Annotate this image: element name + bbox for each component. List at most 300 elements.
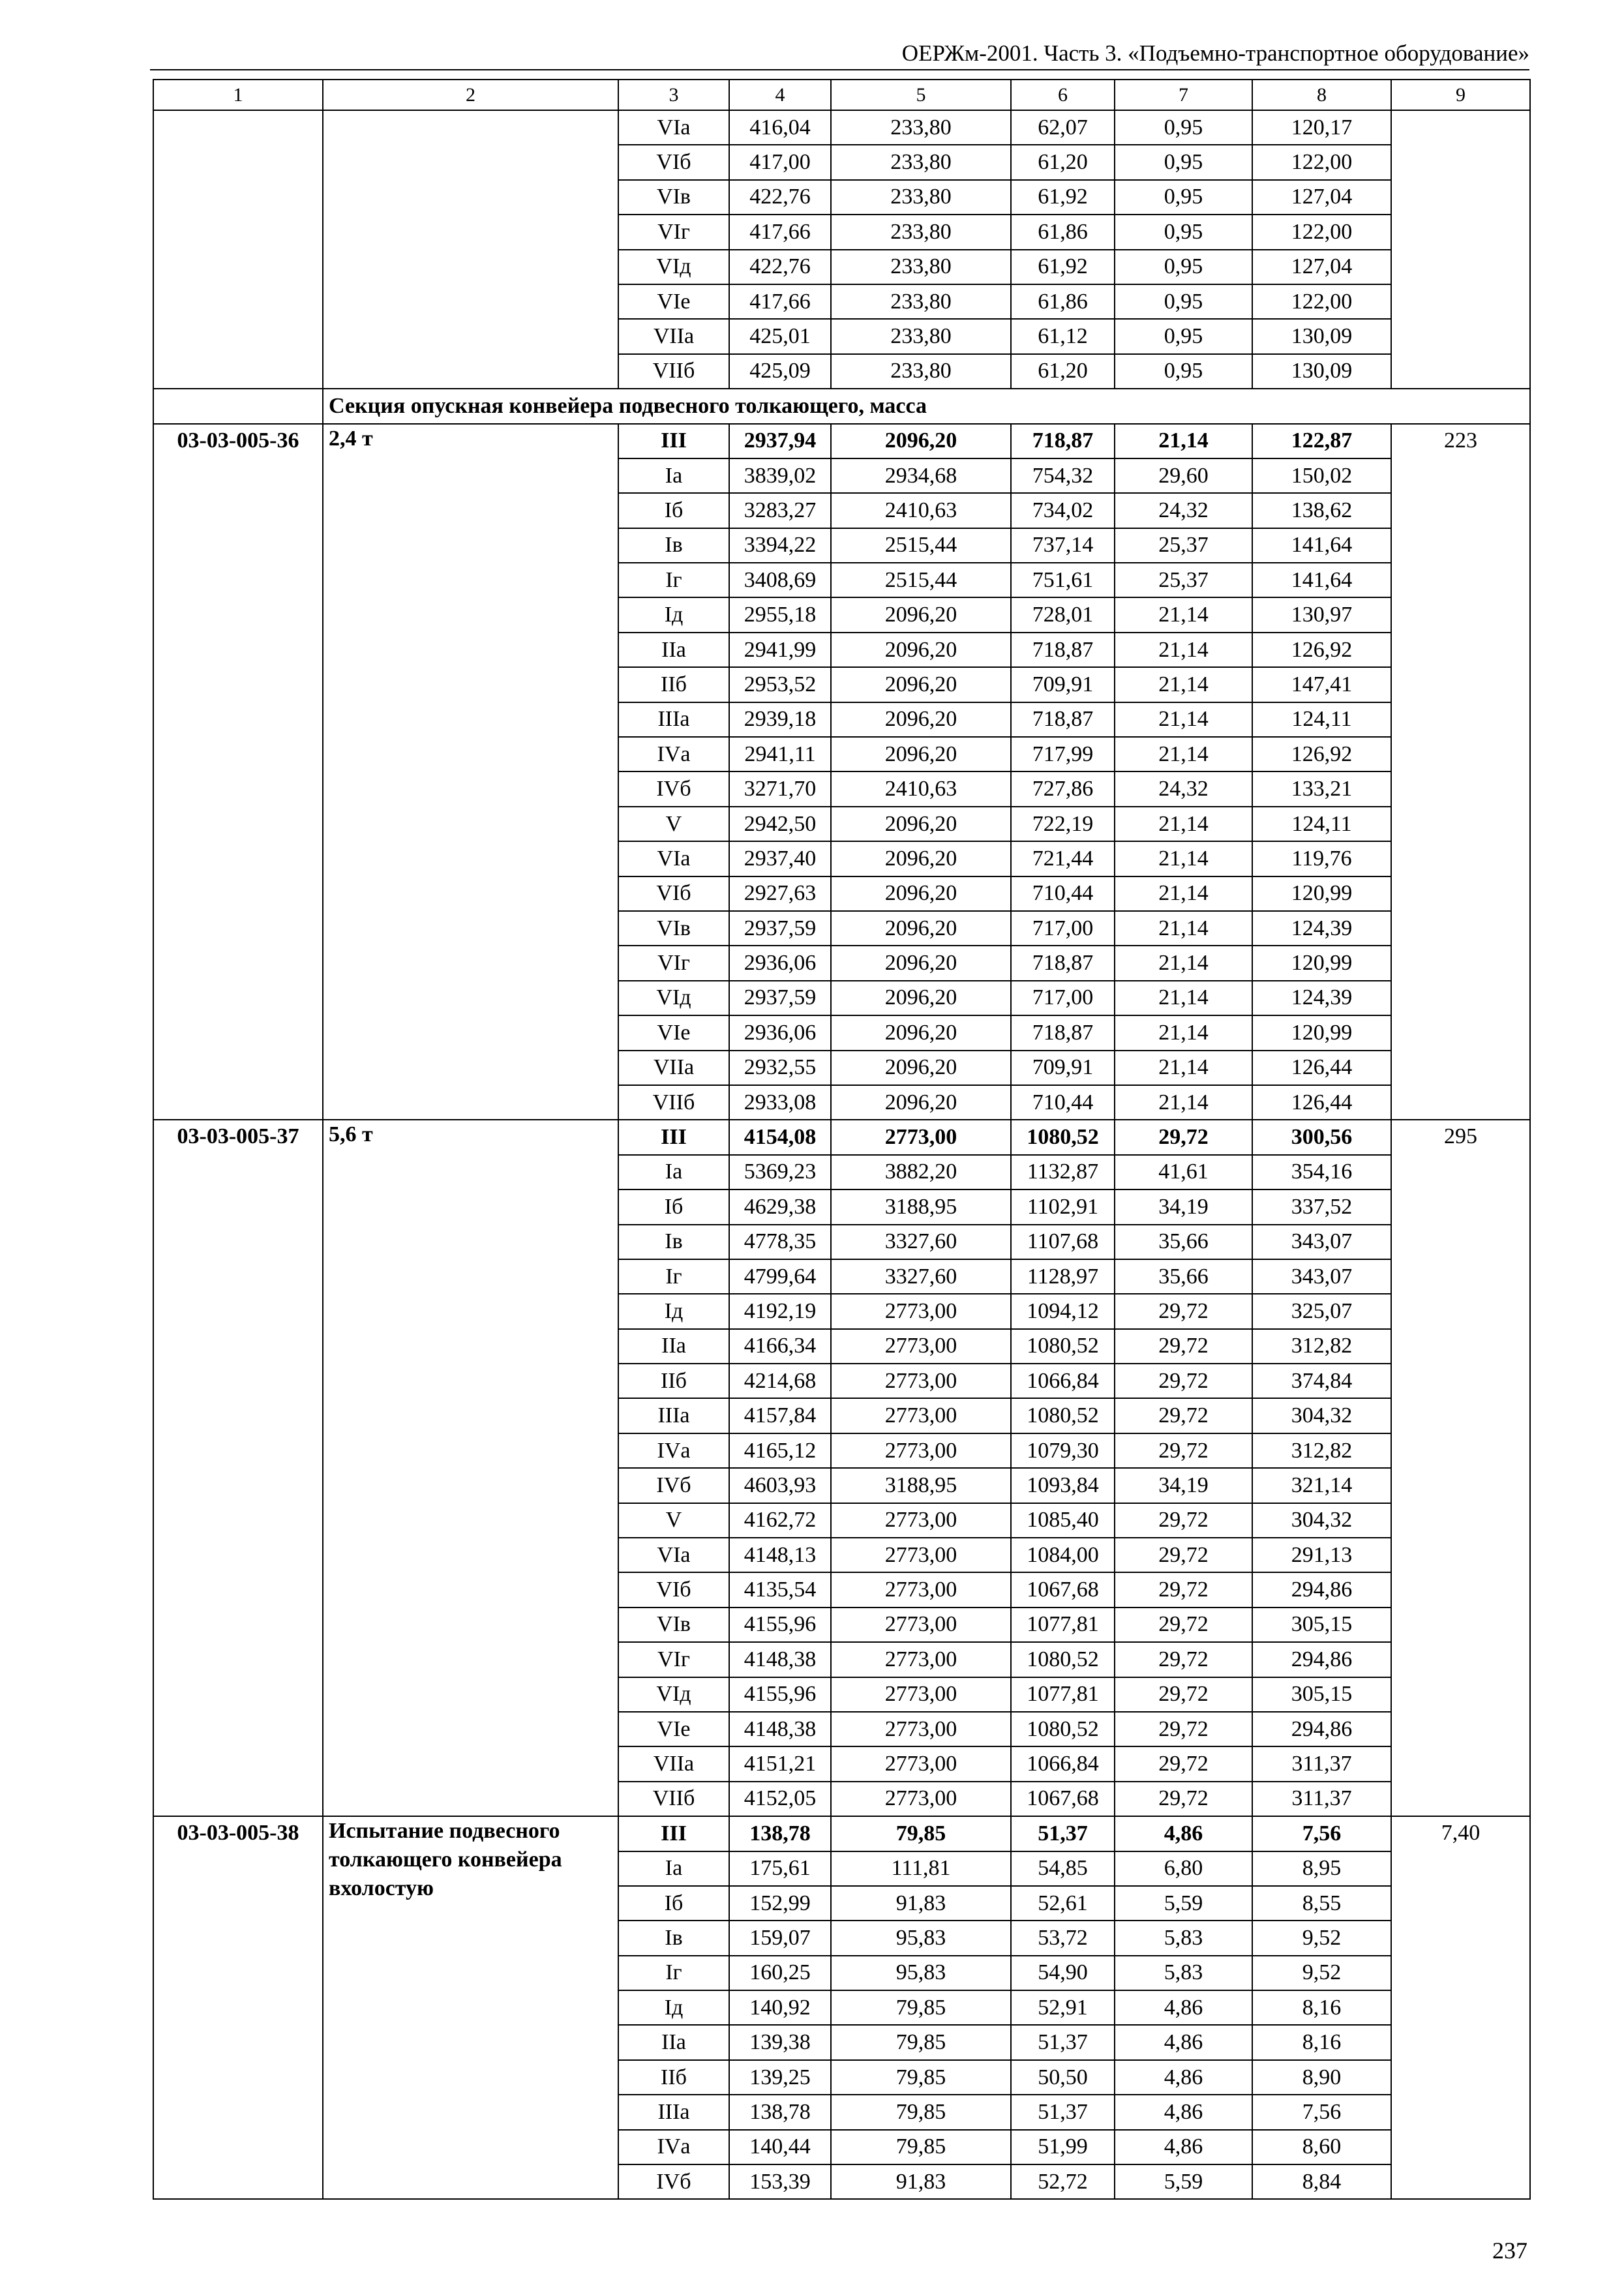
table-cell: Iг <box>618 1956 729 1990</box>
table-cell: 4152,05 <box>729 1782 831 1816</box>
table-cell: 138,62 <box>1252 493 1391 528</box>
table-cell: IIб <box>618 667 729 702</box>
table-cell: VIг <box>618 215 729 249</box>
table-cell: 29,72 <box>1115 1294 1252 1328</box>
table-cell: 138,78 <box>729 1816 831 1851</box>
table-cell: IIIа <box>618 702 729 737</box>
table-cell: 4157,84 <box>729 1398 831 1433</box>
table-cell: 1080,52 <box>1011 1120 1115 1154</box>
table-cell: 34,19 <box>1115 1468 1252 1503</box>
rate-code: 03-03-005-38 <box>153 1816 323 2199</box>
table-cell: 0,95 <box>1115 180 1252 215</box>
table-cell: VIе <box>618 1712 729 1746</box>
table-cell: VIб <box>618 145 729 179</box>
table-cell: VIг <box>618 946 729 980</box>
table-cell: 291,13 <box>1252 1538 1391 1572</box>
table-cell: 710,44 <box>1011 1085 1115 1120</box>
table-cell: 311,37 <box>1252 1746 1391 1781</box>
table-cell: 21,14 <box>1115 633 1252 667</box>
table-cell: 294,86 <box>1252 1712 1391 1746</box>
table-cell: Iв <box>618 1921 729 1955</box>
table-cell: 737,14 <box>1011 528 1115 563</box>
table-cell: 2773,00 <box>831 1782 1011 1816</box>
table-cell: 8,84 <box>1252 2164 1391 2199</box>
table-cell: IVб <box>618 2164 729 2199</box>
table-cell: 124,39 <box>1252 911 1391 946</box>
header-title: ОЕРЖм-2001. Часть 3. «Подъемно-транспортное оборудование» <box>901 40 1529 66</box>
table-cell: 0,95 <box>1115 284 1252 319</box>
table-cell: 294,86 <box>1252 1642 1391 1677</box>
table-cell: 21,14 <box>1115 1015 1252 1050</box>
table-cell: 1066,84 <box>1011 1746 1115 1781</box>
table-cell: VIб <box>618 1572 729 1607</box>
table-cell: 4799,64 <box>729 1259 831 1294</box>
table-cell: 54,90 <box>1011 1956 1115 1990</box>
rate-total: 223 <box>1391 424 1530 1120</box>
table-cell: 1067,68 <box>1011 1782 1115 1816</box>
table-cell: Iв <box>618 528 729 563</box>
table-cell: 233,80 <box>831 215 1011 249</box>
table-cell: 21,14 <box>1115 1085 1252 1120</box>
rate-code: 03-03-005-37 <box>153 1120 323 1816</box>
table-cell: 2939,18 <box>729 702 831 737</box>
table-cell: IIа <box>618 2025 729 2059</box>
page-header <box>150 38 1529 70</box>
table-cell: 416,04 <box>729 110 831 145</box>
table-cell: 4162,72 <box>729 1503 831 1538</box>
table-cell: 53,72 <box>1011 1921 1115 1955</box>
table-cell: 717,99 <box>1011 737 1115 771</box>
table-cell: 1132,87 <box>1011 1155 1115 1189</box>
table-cell: 4778,35 <box>729 1225 831 1259</box>
section-title: Секция опускная конвейера подвесного толкающего, масса <box>323 389 1530 423</box>
table-cell: 21,14 <box>1115 981 1252 1015</box>
table-cell: 150,02 <box>1252 458 1391 493</box>
table-cell: 130,97 <box>1252 597 1391 632</box>
section-code-cell <box>153 389 323 423</box>
table-cell: 1066,84 <box>1011 1364 1115 1398</box>
table-cell: 721,44 <box>1011 841 1115 876</box>
table-cell: 2934,68 <box>831 458 1011 493</box>
table-cell: 2096,20 <box>831 911 1011 946</box>
table-cell: VIе <box>618 284 729 319</box>
table-cell: 5,59 <box>1115 2164 1252 2199</box>
table-cell: 1094,12 <box>1011 1294 1115 1328</box>
table-cell: VIв <box>618 1608 729 1642</box>
table-cell: 24,32 <box>1115 771 1252 806</box>
table-cell: Iа <box>618 1851 729 1886</box>
table-cell: III <box>618 1120 729 1154</box>
table-cell: 1128,97 <box>1011 1259 1115 1294</box>
table-cell: 6,80 <box>1115 1851 1252 1886</box>
table-cell: 4,86 <box>1115 2060 1252 2095</box>
table-cell: 294,86 <box>1252 1572 1391 1607</box>
table-cell: Iг <box>618 1259 729 1294</box>
table-cell: 4148,38 <box>729 1642 831 1677</box>
table-cell: 127,04 <box>1252 250 1391 284</box>
table-cell: Iг <box>618 563 729 597</box>
table-cell: VIIб <box>618 1085 729 1120</box>
table-cell: IVб <box>618 1468 729 1503</box>
table-cell: 140,92 <box>729 1990 831 2025</box>
table-cell: 141,64 <box>1252 528 1391 563</box>
table-cell: Iа <box>618 458 729 493</box>
table-cell: 51,37 <box>1011 1816 1115 1851</box>
table-cell: 2096,20 <box>831 807 1011 841</box>
table-cell: 79,85 <box>831 2095 1011 2129</box>
table-cell: 718,87 <box>1011 424 1115 458</box>
table-cell: 5369,23 <box>729 1155 831 1189</box>
table-cell: 124,39 <box>1252 981 1391 1015</box>
table-cell: 0,95 <box>1115 354 1252 389</box>
table-cell: 717,00 <box>1011 911 1115 946</box>
table-cell: VIа <box>618 110 729 145</box>
table-cell: 2942,50 <box>729 807 831 841</box>
table-cell: 2773,00 <box>831 1642 1011 1677</box>
table-cell: 2773,00 <box>831 1364 1011 1398</box>
table-cell: 2937,59 <box>729 981 831 1015</box>
table-cell: 4,86 <box>1115 1816 1252 1851</box>
table-cell: 2515,44 <box>831 528 1011 563</box>
table-cell: IVа <box>618 1433 729 1468</box>
table-cell: 4214,68 <box>729 1364 831 1398</box>
table-cell: 122,00 <box>1252 215 1391 249</box>
table-cell: 41,61 <box>1115 1155 1252 1189</box>
table-cell: 21,14 <box>1115 876 1252 911</box>
table-cell: 52,61 <box>1011 1886 1115 1921</box>
table-cell: 24,32 <box>1115 493 1252 528</box>
table-cell: 4154,08 <box>729 1120 831 1154</box>
column-number: 9 <box>1391 80 1530 110</box>
table-cell: 374,84 <box>1252 1364 1391 1398</box>
table-cell: IIа <box>618 633 729 667</box>
table-cell: 4155,96 <box>729 1677 831 1712</box>
table-cell: 0,95 <box>1115 215 1252 249</box>
total-cell <box>1391 110 1530 389</box>
table-cell: 311,37 <box>1252 1782 1391 1816</box>
table-cell: 21,14 <box>1115 597 1252 632</box>
table-cell: VIIа <box>618 319 729 353</box>
table-cell: 718,87 <box>1011 702 1115 737</box>
table-cell: 1080,52 <box>1011 1398 1115 1433</box>
table-cell: 312,82 <box>1252 1329 1391 1364</box>
table-cell: 2410,63 <box>831 493 1011 528</box>
table-cell: 1080,52 <box>1011 1642 1115 1677</box>
table-cell: 709,91 <box>1011 1051 1115 1085</box>
table-cell: 4166,34 <box>729 1329 831 1364</box>
table-cell: IIб <box>618 2060 729 2095</box>
table-cell: Iб <box>618 1189 729 1224</box>
table-cell: 3271,70 <box>729 771 831 806</box>
table-cell: 50,50 <box>1011 2060 1115 2095</box>
table-cell: 29,72 <box>1115 1782 1252 1816</box>
table-cell: VIа <box>618 1538 729 1572</box>
table-cell: 4,86 <box>1115 2130 1252 2164</box>
table-cell: 139,25 <box>729 2060 831 2095</box>
table-cell: 300,56 <box>1252 1120 1391 1154</box>
table-cell: 2773,00 <box>831 1538 1011 1572</box>
table-cell: 9,52 <box>1252 1956 1391 1990</box>
table-cell: 718,87 <box>1011 1015 1115 1050</box>
table-cell: 95,83 <box>831 1956 1011 1990</box>
table-cell: 2096,20 <box>831 597 1011 632</box>
table-cell: 51,99 <box>1011 2130 1115 2164</box>
table-cell: 337,52 <box>1252 1189 1391 1224</box>
table-cell: 1077,81 <box>1011 1677 1115 1712</box>
column-number: 5 <box>831 80 1011 110</box>
table-cell: 1077,81 <box>1011 1608 1115 1642</box>
table-cell: 0,95 <box>1115 110 1252 145</box>
table-cell: 2410,63 <box>831 771 1011 806</box>
table-cell: VIIб <box>618 354 729 389</box>
table-cell: 2773,00 <box>831 1503 1011 1538</box>
rate-name: 5,6 т <box>323 1120 618 1816</box>
table-cell: 147,41 <box>1252 667 1391 702</box>
table-cell: 2773,00 <box>831 1712 1011 1746</box>
table-row <box>153 424 1530 458</box>
rate-total: 7,40 <box>1391 1816 1530 2199</box>
column-number: 8 <box>1252 80 1391 110</box>
table-cell: 3394,22 <box>729 528 831 563</box>
table-cell: 29,72 <box>1115 1608 1252 1642</box>
table-cell: 4165,12 <box>729 1433 831 1468</box>
table-cell: 8,55 <box>1252 1886 1391 1921</box>
table-cell: 2937,59 <box>729 911 831 946</box>
table-cell: 2515,44 <box>831 563 1011 597</box>
table-cell: 127,04 <box>1252 180 1391 215</box>
table-cell: 2955,18 <box>729 597 831 632</box>
table-cell: 2773,00 <box>831 1608 1011 1642</box>
table-cell: 710,44 <box>1011 876 1115 911</box>
table-cell: 35,66 <box>1115 1225 1252 1259</box>
table-cell: 717,00 <box>1011 981 1115 1015</box>
code-cell <box>153 110 323 389</box>
table-cell: 722,19 <box>1011 807 1115 841</box>
rate-name: 2,4 т <box>323 424 618 1120</box>
table-cell: 2096,20 <box>831 841 1011 876</box>
table-cell: 120,99 <box>1252 946 1391 980</box>
table-cell: 304,32 <box>1252 1398 1391 1433</box>
table-cell: 91,83 <box>831 2164 1011 2199</box>
column-number: 2 <box>323 80 618 110</box>
table-cell: 4603,93 <box>729 1468 831 1503</box>
table-cell: 2773,00 <box>831 1398 1011 1433</box>
table-cell: VIв <box>618 911 729 946</box>
table-cell: 120,99 <box>1252 876 1391 911</box>
table-cell: 233,80 <box>831 284 1011 319</box>
table-cell: 29,72 <box>1115 1120 1252 1154</box>
table-cell: VIа <box>618 841 729 876</box>
table-cell: 95,83 <box>831 1921 1011 1955</box>
table-cell: 140,44 <box>729 2130 831 2164</box>
table-cell: 29,72 <box>1115 1538 1252 1572</box>
table-cell: VIд <box>618 981 729 1015</box>
table-cell: 734,02 <box>1011 493 1115 528</box>
table-cell: 122,00 <box>1252 284 1391 319</box>
column-number: 6 <box>1011 80 1115 110</box>
table-cell: IVб <box>618 771 729 806</box>
table-cell: 0,95 <box>1115 145 1252 179</box>
table-cell: 2096,20 <box>831 1085 1011 1120</box>
table-cell: 25,37 <box>1115 528 1252 563</box>
table-cell: 159,07 <box>729 1921 831 1955</box>
table-cell: 5,59 <box>1115 1886 1252 1921</box>
table-cell: 21,14 <box>1115 841 1252 876</box>
table-cell: Iв <box>618 1225 729 1259</box>
table-cell: 4148,38 <box>729 1712 831 1746</box>
table-cell: 21,14 <box>1115 807 1252 841</box>
table-cell: 2096,20 <box>831 633 1011 667</box>
table-cell: VIд <box>618 250 729 284</box>
table-cell: 422,76 <box>729 180 831 215</box>
table-cell: 718,87 <box>1011 633 1115 667</box>
table-cell: 3188,95 <box>831 1468 1011 1503</box>
column-number: 7 <box>1115 80 1252 110</box>
table-cell: 233,80 <box>831 145 1011 179</box>
table-cell: 61,92 <box>1011 250 1115 284</box>
table-cell: 79,85 <box>831 1816 1011 1851</box>
table-cell: 21,14 <box>1115 911 1252 946</box>
table-cell: 62,07 <box>1011 110 1115 145</box>
table-cell: 8,60 <box>1252 2130 1391 2164</box>
table-cell: 130,09 <box>1252 319 1391 353</box>
table-cell: 4629,38 <box>729 1189 831 1224</box>
table-cell: 2941,99 <box>729 633 831 667</box>
table-cell: 79,85 <box>831 1990 1011 2025</box>
table-cell: V <box>618 807 729 841</box>
table-cell: VIIа <box>618 1746 729 1781</box>
table-cell: IIб <box>618 1364 729 1398</box>
table-cell: 124,11 <box>1252 702 1391 737</box>
table-cell: 141,64 <box>1252 563 1391 597</box>
table-cell: 126,44 <box>1252 1085 1391 1120</box>
page-number: 237 <box>1492 2237 1527 2264</box>
table-cell: 1084,00 <box>1011 1538 1115 1572</box>
table-cell: 2936,06 <box>729 946 831 980</box>
table-cell: 417,00 <box>729 145 831 179</box>
table-cell: 8,16 <box>1252 2025 1391 2059</box>
table-cell: 160,25 <box>729 1956 831 1990</box>
column-number: 4 <box>729 80 831 110</box>
table-cell: 305,15 <box>1252 1677 1391 1712</box>
table-cell: 2096,20 <box>831 946 1011 980</box>
table-cell: 29,72 <box>1115 1398 1252 1433</box>
table-cell: VIIа <box>618 1051 729 1085</box>
table-cell: 61,20 <box>1011 354 1115 389</box>
table-cell: 61,92 <box>1011 180 1115 215</box>
table-cell: 304,32 <box>1252 1503 1391 1538</box>
table-cell: 8,90 <box>1252 2060 1391 2095</box>
table-row <box>153 1816 1530 1851</box>
table-cell: 126,44 <box>1252 1051 1391 1085</box>
column-number-row <box>153 80 1530 110</box>
table-cell: 2096,20 <box>831 737 1011 771</box>
table-cell: 2096,20 <box>831 667 1011 702</box>
table-cell: 29,72 <box>1115 1433 1252 1468</box>
table-cell: 111,81 <box>831 1851 1011 1886</box>
table-cell: 1102,91 <box>1011 1189 1115 1224</box>
table-cell: 709,91 <box>1011 667 1115 702</box>
column-number: 3 <box>618 80 729 110</box>
table-cell: 29,72 <box>1115 1572 1252 1607</box>
table-cell: 425,09 <box>729 354 831 389</box>
table-row <box>153 1120 1530 1154</box>
table-cell: 2932,55 <box>729 1051 831 1085</box>
table-cell: 120,99 <box>1252 1015 1391 1050</box>
table-cell: 343,07 <box>1252 1225 1391 1259</box>
table-cell: 425,01 <box>729 319 831 353</box>
column-number: 1 <box>153 80 323 110</box>
table-cell: 4,86 <box>1115 2025 1252 2059</box>
table-cell: 5,83 <box>1115 1921 1252 1955</box>
table-cell: 21,14 <box>1115 702 1252 737</box>
table-cell: Iд <box>618 1294 729 1328</box>
table-cell: 233,80 <box>831 110 1011 145</box>
table-cell: 2096,20 <box>831 1015 1011 1050</box>
table-cell: 417,66 <box>729 215 831 249</box>
table-cell: 4,86 <box>1115 2095 1252 2129</box>
table-cell: 321,14 <box>1252 1468 1391 1503</box>
table-cell: 29,72 <box>1115 1642 1252 1677</box>
section-row <box>153 389 1530 423</box>
table-cell: Iа <box>618 1155 729 1189</box>
table-cell: 1080,52 <box>1011 1329 1115 1364</box>
table-cell: 175,61 <box>729 1851 831 1886</box>
table-cell: IIа <box>618 1329 729 1364</box>
table-cell: IVа <box>618 737 729 771</box>
table-cell: 2096,20 <box>831 876 1011 911</box>
table-cell: 2096,20 <box>831 424 1011 458</box>
table-cell: 2096,20 <box>831 1051 1011 1085</box>
table-cell: 51,37 <box>1011 2095 1115 2129</box>
table-cell: 152,99 <box>729 1886 831 1921</box>
rate-name: Испытание подвесного толкающего конвейера вхолостую <box>323 1816 618 2199</box>
table-cell: 2773,00 <box>831 1120 1011 1154</box>
table-cell: 2096,20 <box>831 981 1011 1015</box>
table-cell: 79,85 <box>831 2060 1011 2095</box>
table-cell: V <box>618 1503 729 1538</box>
table-cell: 3327,60 <box>831 1259 1011 1294</box>
table-cell: 1107,68 <box>1011 1225 1115 1259</box>
table-cell: 2773,00 <box>831 1294 1011 1328</box>
table-cell: 122,87 <box>1252 424 1391 458</box>
table-cell: 3283,27 <box>729 493 831 528</box>
table-cell: 422,76 <box>729 250 831 284</box>
table-cell: Iд <box>618 597 729 632</box>
table-cell: 4135,54 <box>729 1572 831 1607</box>
table-cell: VIв <box>618 180 729 215</box>
table-cell: 2773,00 <box>831 1329 1011 1364</box>
table-cell: 2937,40 <box>729 841 831 876</box>
table-cell: 124,11 <box>1252 807 1391 841</box>
table-cell: VIг <box>618 1642 729 1677</box>
table-cell: 29,72 <box>1115 1746 1252 1781</box>
table-cell: 3839,02 <box>729 458 831 493</box>
table-cell: 29,72 <box>1115 1329 1252 1364</box>
table-cell: III <box>618 1816 729 1851</box>
table-cell: 79,85 <box>831 2130 1011 2164</box>
rate-total: 295 <box>1391 1120 1530 1816</box>
table-cell: VIе <box>618 1015 729 1050</box>
table-cell: 728,01 <box>1011 597 1115 632</box>
table-cell: 233,80 <box>831 250 1011 284</box>
table-cell: 305,15 <box>1252 1608 1391 1642</box>
table-cell: 4151,21 <box>729 1746 831 1781</box>
table-cell: 21,14 <box>1115 424 1252 458</box>
table-cell: IVа <box>618 2130 729 2164</box>
table-cell: 2936,06 <box>729 1015 831 1050</box>
table-cell: Iд <box>618 1990 729 2025</box>
